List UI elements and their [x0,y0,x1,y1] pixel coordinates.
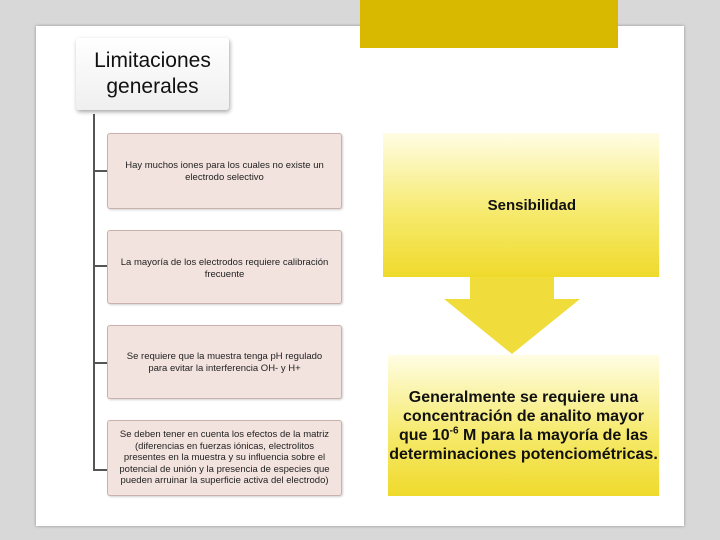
accent-bar [360,0,618,48]
tree-branch-3 [93,362,107,364]
tree-branch-2 [93,265,107,267]
title-box [76,38,229,110]
tree-branch-1 [93,170,107,172]
limitation-box-1 [107,133,342,209]
title-text: Limitaciones generales [94,49,211,98]
sensitivity-result-text [388,388,659,464]
tree-trunk [93,114,95,470]
limitation-text-4: Se deben tener en cuenta los efectos de la matriz (diferencias en fuerzas iónicas, electrolitos presentes en la muestra y su influencia sobre el potencial de unión y la presencia de especies que pueden arruinar la superficie activa del electrodo) [119,429,330,487]
limitation-box-4 [107,420,342,496]
sensitivity-heading: Sensibilidad [487,196,576,214]
limitation-text-2: La mayoría de los electrodos requiere calibración frecuente [120,257,329,280]
result-text-end: M para la mayoría de las determinaciones potenciométricas. [389,426,658,463]
limitation-box-2 [107,230,342,304]
limitation-text-3: Se requiere que la muestra tenga pH regulado para evitar la interferencia OH- y H+ [126,351,323,374]
tree-branch-4 [93,469,107,471]
sensitivity-box [383,133,659,277]
limitation-text-1: Hay muchos iones para los cuales no existe un electrodo selectivo [125,160,324,183]
sensitivity-result-box [388,355,659,496]
result-text-start: Generalmente se requiere una concentración de analito mayor que 10 [398,388,644,444]
limitation-box-3 [107,325,342,399]
result-exponent: -6 [449,425,459,437]
down-arrow-icon [442,277,582,355]
